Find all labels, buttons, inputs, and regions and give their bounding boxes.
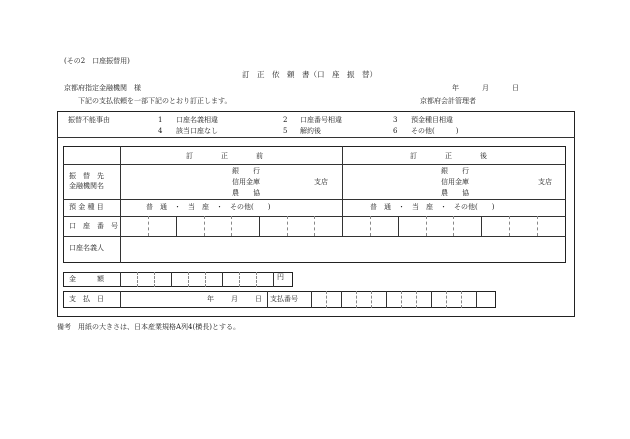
deposit-label: 預 金 種 目 (69, 203, 104, 211)
after-bank-type-3: 農 協 (441, 189, 469, 197)
payment-number-label: 支払番号 (270, 295, 298, 303)
reason-num-4: 4 (158, 127, 163, 135)
reason-1: 口座名義相違 (176, 116, 218, 124)
form-note: (その2 口座振替用) (64, 57, 130, 65)
date-day: 日 (512, 84, 519, 92)
reason-3: 預金種目相違 (411, 116, 453, 124)
reason-num-5: 5 (283, 127, 288, 135)
amount-label: 金 額 (69, 275, 104, 283)
yen-label: 円 (277, 273, 284, 281)
after-bank-type-2: 信用金庫 (441, 178, 469, 186)
before-branch: 支店 (314, 178, 328, 186)
after-header: 訂 正 後 (410, 152, 487, 160)
payment-month: 月 (231, 295, 238, 303)
reason-2: 口座番号相違 (300, 116, 342, 124)
before-deposit-options: 普 通 ・ 当 座 ・ その他( ) (146, 203, 271, 211)
reasons-label: 振替不能事由 (68, 116, 110, 124)
reason-num-6: 6 (393, 127, 398, 135)
payment-date-label: 支 払 日 (69, 295, 104, 303)
remarks: 備考 用紙の大きさは、日本産業規格A列4(横長)とする。 (57, 323, 240, 331)
account-name-label: 口座名義人 (69, 244, 104, 252)
reasons-divider (57, 137, 575, 138)
payment-day: 日 (255, 295, 262, 303)
reason-4: 該当口座なし (176, 127, 218, 135)
reason-6: その他( ) (411, 127, 459, 135)
reason-5: 解約後 (300, 127, 321, 135)
request-text: 下記の支払依頼を一部下記のとおり訂正します。 (78, 97, 232, 105)
form-title: 訂 正 依 頼 書（口 座 振 替） (242, 70, 377, 79)
after-deposit-options: 普 通 ・ 当 座 ・ その他( ) (370, 203, 495, 211)
date-month: 月 (482, 84, 489, 92)
account-no-label: 口 座 番 号 (69, 222, 118, 230)
before-bank-type-1: 銀 行 (232, 167, 260, 175)
bank-label-1: 振 替 先 (69, 172, 104, 180)
before-bank-type-3: 農 協 (232, 189, 260, 197)
addressee: 京都府指定金融機関 様 (64, 84, 141, 92)
bank-label-2: 金融機関名 (69, 182, 104, 190)
after-branch: 支店 (538, 178, 552, 186)
before-header: 訂 正 前 (186, 152, 263, 160)
reason-num-1: 1 (158, 116, 163, 124)
before-bank-type-2: 信用金庫 (232, 178, 260, 186)
issuer: 京都府会計管理者 (420, 97, 476, 105)
reason-num-2: 2 (283, 116, 288, 124)
payment-year: 年 (207, 295, 214, 303)
date-year: 年 (452, 84, 459, 92)
reason-num-3: 3 (393, 116, 398, 124)
after-bank-type-1: 銀 行 (441, 167, 469, 175)
